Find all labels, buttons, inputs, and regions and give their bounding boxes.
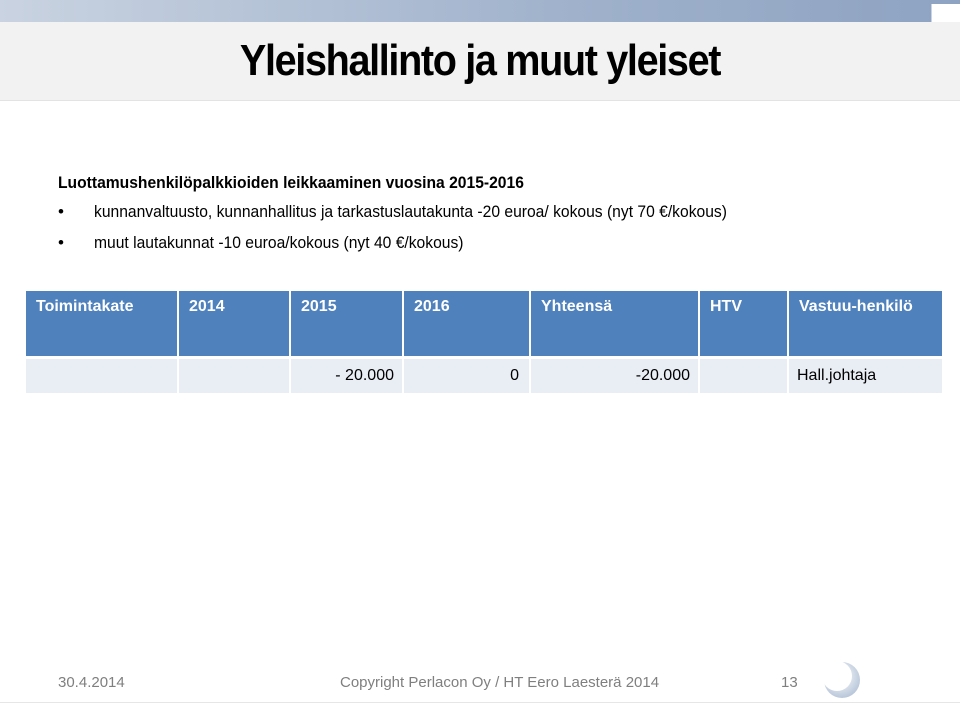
bullet-marker: • [58, 233, 64, 252]
header-vastuuhenkilo: Vastuu-henkilö [788, 291, 942, 357]
bullet-text: kunnanvaltuusto, kunnanhallitus ja tarkastuslautakunta -20 euroa/ kokous (nyt 70 €/kokous) [94, 202, 727, 221]
cell-yhteensa: -20.000 [530, 357, 699, 393]
slide-title: Yleishallinto ja muut yleiset [239, 36, 721, 85]
table-row [26, 357, 942, 393]
header-2016: 2016 [403, 291, 530, 357]
crescent-moon-logo-icon [822, 660, 862, 700]
bullet-marker: • [58, 202, 64, 221]
header-2014: 2014 [178, 291, 290, 357]
cell-2016: 0 [403, 357, 530, 393]
cell-2015: - 20.000 [290, 357, 403, 393]
footer-date: 30.4.2014 [58, 674, 125, 691]
budget-table [26, 291, 942, 393]
page-number: 13 [781, 674, 798, 691]
cell-htv [699, 357, 788, 393]
header-2015: 2015 [290, 291, 403, 357]
table-header-row [26, 291, 942, 357]
bullet-item [58, 233, 918, 255]
cell-toimintakate [26, 357, 178, 393]
top-bar-notch [931, 4, 960, 22]
top-decor-bar [0, 0, 960, 22]
cell-2014 [178, 357, 290, 393]
footer-copyright: Copyright Perlacon Oy / HT Eero Laesterä 2014 [340, 674, 660, 691]
header-yhteensa: Yhteensä [530, 291, 699, 357]
bullet-item [58, 202, 918, 224]
cell-vastuuhenkilo: Hall.johtaja [788, 357, 942, 393]
section-heading: Luottamushenkilöpalkkioiden leikkaaminen vuosina 2015-2016 [58, 173, 524, 192]
bottom-divider [0, 702, 960, 703]
bullet-text: muut lautakunnat -10 euroa/kokous (nyt 40 €/kokous) [94, 233, 464, 252]
header-htv: HTV [699, 291, 788, 357]
header-toimintakate: Toimintakate [26, 291, 178, 357]
